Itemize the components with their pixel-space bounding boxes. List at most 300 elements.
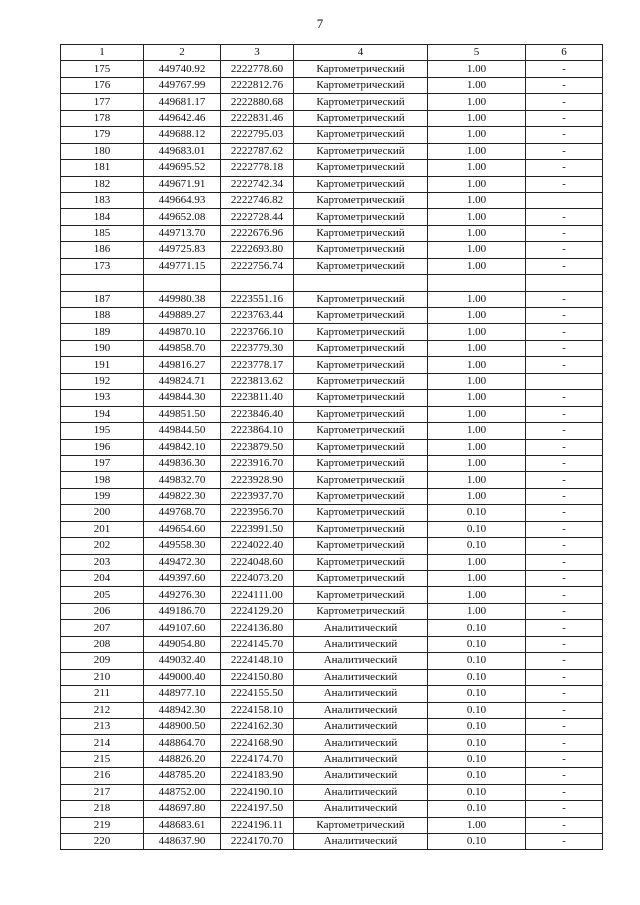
table-cell: 203 [61,554,144,570]
table-cell: Картометрический [294,143,428,159]
table-cell: 220 [61,834,144,850]
table-cell: 449107.60 [144,620,221,636]
table-row [61,192,603,208]
table-cell: 1.00 [428,291,526,307]
table-cell: Картометрический [294,291,428,307]
table-cell: 198 [61,472,144,488]
column-header: 2 [144,45,221,61]
table-cell: 0.10 [428,784,526,800]
table-cell: Аналитический [294,718,428,734]
table-row [61,554,603,570]
table-cell: - [526,324,603,340]
table-row [61,768,603,784]
table-cell: 2224196.11 [221,817,294,833]
table-row [61,160,603,176]
table-cell: 202 [61,538,144,554]
table-cell: Картометрический [294,554,428,570]
table-cell: 212 [61,702,144,718]
table-cell: 187 [61,291,144,307]
table-cell: 0.10 [428,636,526,652]
table-cell: 449725.83 [144,242,221,258]
table-cell: 2222778.60 [221,61,294,77]
table-cell: 448864.70 [144,735,221,751]
table-cell: 175 [61,61,144,77]
table-cell: 0.10 [428,718,526,734]
table-cell: 449858.70 [144,340,221,356]
table-cell: 449642.46 [144,110,221,126]
table-cell: 1.00 [428,406,526,422]
table-cell: - [526,423,603,439]
table-cell [526,373,603,389]
table-cell: Картометрический [294,406,428,422]
table-cell: 448977.10 [144,686,221,702]
table-header-row [61,45,603,61]
table-cell: 2222693.80 [221,242,294,258]
table-cell: 449767.99 [144,77,221,93]
table-cell: 1.00 [428,357,526,373]
table-cell: 1.00 [428,423,526,439]
table-cell: - [526,143,603,159]
table-row [61,77,603,93]
table-cell: 0.10 [428,505,526,521]
table-cell: 1.00 [428,472,526,488]
table-cell: Аналитический [294,636,428,652]
table-cell: 2224022.40 [221,538,294,554]
table-cell: 176 [61,77,144,93]
table-cell: Картометрический [294,340,428,356]
table-cell: Аналитический [294,784,428,800]
table-row [61,209,603,225]
column-header: 3 [221,45,294,61]
table-cell: 1.00 [428,242,526,258]
table-cell: 449654.60 [144,521,221,537]
table-cell [61,275,144,291]
table-cell [428,275,526,291]
table-row [61,439,603,455]
table-cell: 200 [61,505,144,521]
table-cell: 2223916.70 [221,455,294,471]
table-cell: 205 [61,587,144,603]
table-cell: 2224048.60 [221,554,294,570]
table-cell: - [526,291,603,307]
table-row [61,127,603,143]
table-cell: - [526,94,603,110]
table-cell: 448942.30 [144,702,221,718]
table-cell: 1.00 [428,94,526,110]
table-cell: 2224129.20 [221,603,294,619]
table-cell: - [526,735,603,751]
table-row [61,587,603,603]
table-cell: 204 [61,571,144,587]
table-cell: 2224111.00 [221,587,294,603]
table-cell: - [526,390,603,406]
table-row [61,390,603,406]
table-cell: 0.10 [428,768,526,784]
table-row [61,110,603,126]
table-cell: - [526,176,603,192]
table-cell: 0.10 [428,653,526,669]
table-cell: 1.00 [428,176,526,192]
table-cell: Картометрический [294,209,428,225]
table-cell: 449740.92 [144,61,221,77]
table-row [61,258,603,274]
page-number: 7 [316,16,324,31]
table-cell: 449713.70 [144,225,221,241]
table-cell [526,192,603,208]
table-cell: Аналитический [294,653,428,669]
table-cell: Картометрический [294,160,428,176]
table-cell: 213 [61,718,144,734]
table-cell: Картометрический [294,817,428,833]
table-cell: 191 [61,357,144,373]
table-cell: - [526,603,603,619]
table-cell: 448826.20 [144,751,221,767]
table-cell: 448785.20 [144,768,221,784]
table-cell: Картометрический [294,61,428,77]
table-cell: Картометрический [294,603,428,619]
table-row [61,603,603,619]
table-cell: Картометрический [294,127,428,143]
table-cell: 1.00 [428,258,526,274]
table-cell: 2224136.80 [221,620,294,636]
table-cell: 2224190.10 [221,784,294,800]
table-cell: - [526,225,603,241]
table-cell: 2223879.50 [221,439,294,455]
column-header: 6 [526,45,603,61]
table-cell: 201 [61,521,144,537]
table-cell: - [526,702,603,718]
table-cell: 2222812.76 [221,77,294,93]
table-cell: 215 [61,751,144,767]
table-cell: 2222795.03 [221,127,294,143]
table-cell: 186 [61,242,144,258]
table-cell: 449771.15 [144,258,221,274]
table-cell: - [526,686,603,702]
table-cell: 448637.90 [144,834,221,850]
table-cell: Картометрический [294,488,428,504]
table-cell: 181 [61,160,144,176]
table-cell: 180 [61,143,144,159]
table-cell: 2222728.44 [221,209,294,225]
table-cell: 0.10 [428,735,526,751]
table-cell: 0.10 [428,834,526,850]
table-row [61,735,603,751]
table-row [61,571,603,587]
table-cell: Картометрический [294,192,428,208]
table-cell: - [526,554,603,570]
table-cell: 2222756.74 [221,258,294,274]
table-cell: 179 [61,127,144,143]
table-cell: 2222742.34 [221,176,294,192]
table-cell: Картометрический [294,571,428,587]
table-cell: 2223778.17 [221,357,294,373]
table-cell: - [526,61,603,77]
table-cell: 2223811.40 [221,390,294,406]
table-cell: 449032.40 [144,653,221,669]
table-cell: 208 [61,636,144,652]
table-cell: 193 [61,390,144,406]
table-cell: 2224162.30 [221,718,294,734]
table-cell: 2223763.44 [221,308,294,324]
table-cell: 449652.08 [144,209,221,225]
table-cell: 2224158.10 [221,702,294,718]
table-cell: Аналитический [294,768,428,784]
table-cell: Картометрический [294,587,428,603]
table-row [61,357,603,373]
table-row [61,521,603,537]
table-cell: 199 [61,488,144,504]
table-cell: - [526,834,603,850]
table-cell: Картометрический [294,505,428,521]
table-cell: Картометрический [294,472,428,488]
table-cell: 195 [61,423,144,439]
table-cell: 449681.17 [144,94,221,110]
table-cell: 1.00 [428,488,526,504]
table-row [61,94,603,110]
table-cell: Картометрический [294,308,428,324]
table-cell: 2222880.68 [221,94,294,110]
table-cell: 448697.80 [144,801,221,817]
table-cell: 1.00 [428,603,526,619]
table-row [61,784,603,800]
table-cell: 449397.60 [144,571,221,587]
table-cell: 449980.38 [144,291,221,307]
table-cell: - [526,538,603,554]
table-cell: 182 [61,176,144,192]
table-row [61,505,603,521]
table-cell: 2223991.50 [221,521,294,537]
table-cell: 2223956.70 [221,505,294,521]
table-cell: 449822.30 [144,488,221,504]
table-cell: 0.10 [428,686,526,702]
table-cell: 178 [61,110,144,126]
table-cell: 2223864.10 [221,423,294,439]
table-cell: 1.00 [428,390,526,406]
table-cell: 216 [61,768,144,784]
table-cell: - [526,488,603,504]
table-cell: 2222676.96 [221,225,294,241]
table-cell: 2224183.90 [221,768,294,784]
table-cell: Аналитический [294,669,428,685]
table-cell: 189 [61,324,144,340]
table-row [61,817,603,833]
table-cell: 449768.70 [144,505,221,521]
table-cell: 1.00 [428,455,526,471]
table-cell: 449472.30 [144,554,221,570]
table-cell: 2223928.90 [221,472,294,488]
column-header: 1 [61,45,144,61]
table-cell: 214 [61,735,144,751]
table-row [61,143,603,159]
table-cell: - [526,718,603,734]
table-cell: - [526,521,603,537]
table-cell: 1.00 [428,110,526,126]
table-cell: - [526,571,603,587]
table-cell: 1.00 [428,225,526,241]
table-cell: 1.00 [428,77,526,93]
table-cell: 449836.30 [144,455,221,471]
table-cell: - [526,357,603,373]
table-cell [294,275,428,291]
table-cell: 2222746.82 [221,192,294,208]
table-cell: 0.10 [428,751,526,767]
table-cell: Картометрический [294,176,428,192]
table-cell: Картометрический [294,77,428,93]
table-cell: 449844.30 [144,390,221,406]
table-cell: Аналитический [294,686,428,702]
table-cell: 207 [61,620,144,636]
table-cell: 2223551.16 [221,291,294,307]
table-cell: 188 [61,308,144,324]
table-cell: 449851.50 [144,406,221,422]
table-cell: Картометрический [294,373,428,389]
table-row [61,801,603,817]
table-row [61,225,603,241]
table-cell: 449842.10 [144,439,221,455]
table-cell: Аналитический [294,751,428,767]
table-cell: 449844.50 [144,423,221,439]
table-cell: - [526,308,603,324]
table-cell: - [526,505,603,521]
table-cell: 0.10 [428,620,526,636]
table-cell: 185 [61,225,144,241]
table-row [61,472,603,488]
table-row [61,406,603,422]
table-cell: 449054.80 [144,636,221,652]
table-row [61,488,603,504]
table-cell: 449683.01 [144,143,221,159]
table-row [61,324,603,340]
table-cell: Картометрический [294,439,428,455]
table-cell: 197 [61,455,144,471]
table-cell: - [526,455,603,471]
table-cell: 190 [61,340,144,356]
table-row [61,308,603,324]
table-cell: 1.00 [428,308,526,324]
table-cell: 1.00 [428,587,526,603]
table-cell: 1.00 [428,192,526,208]
table-cell: 1.00 [428,554,526,570]
table-cell: 183 [61,192,144,208]
table-cell: 209 [61,653,144,669]
table-cell: - [526,620,603,636]
table-row [61,373,603,389]
table-cell: 1.00 [428,143,526,159]
table-cell: 2223846.40 [221,406,294,422]
table-cell: 2224073.20 [221,571,294,587]
table-row [61,751,603,767]
table-cell: 2224174.70 [221,751,294,767]
table-cell: 449000.40 [144,669,221,685]
table-cell: 0.10 [428,538,526,554]
table-cell: - [526,340,603,356]
table-cell: 1.00 [428,340,526,356]
table-row [61,538,603,554]
table-cell: - [526,110,603,126]
table-cell: 2223779.30 [221,340,294,356]
table-cell: - [526,801,603,817]
table-cell: - [526,784,603,800]
table-cell: - [526,258,603,274]
table-cell: Картометрический [294,94,428,110]
table-cell: - [526,242,603,258]
table-row [61,275,603,291]
table-cell: Картометрический [294,225,428,241]
table-cell: - [526,439,603,455]
table-cell: 0.10 [428,801,526,817]
table-cell: 449824.71 [144,373,221,389]
table-cell: 194 [61,406,144,422]
table-cell: 1.00 [428,324,526,340]
table-row [61,718,603,734]
table-cell: 2224155.50 [221,686,294,702]
table-row [61,291,603,307]
table-cell: Аналитический [294,801,428,817]
table-row [61,423,603,439]
table-row [61,61,603,77]
table-cell: 217 [61,784,144,800]
table-cell: Картометрический [294,455,428,471]
table-cell: 218 [61,801,144,817]
table-row [61,669,603,685]
table-cell: 2224150.80 [221,669,294,685]
table-body [61,61,603,850]
table-cell: 219 [61,817,144,833]
table-cell: - [526,209,603,225]
table-cell: 449558.30 [144,538,221,554]
table-cell: Картометрический [294,423,428,439]
table-cell: 0.10 [428,521,526,537]
table-row [61,455,603,471]
table-cell: 1.00 [428,373,526,389]
table-cell: 449816.27 [144,357,221,373]
table-cell: 173 [61,258,144,274]
table-row [61,653,603,669]
table-cell: - [526,817,603,833]
coordinates-table [60,44,603,850]
table-cell: - [526,587,603,603]
table-cell: - [526,127,603,143]
table-cell: 2223813.62 [221,373,294,389]
table-cell: Картометрический [294,324,428,340]
table-cell: 1.00 [428,439,526,455]
table-cell: 196 [61,439,144,455]
table-cell: 448683.61 [144,817,221,833]
table-cell: Аналитический [294,834,428,850]
table-cell: 448752.00 [144,784,221,800]
table-cell: 0.10 [428,702,526,718]
table-cell: - [526,636,603,652]
table-cell: Картометрический [294,242,428,258]
table-cell: 184 [61,209,144,225]
table-cell: - [526,472,603,488]
table-cell: 210 [61,669,144,685]
table-cell: - [526,160,603,176]
table-cell: 206 [61,603,144,619]
table-cell: 1.00 [428,817,526,833]
table-cell: Картометрический [294,258,428,274]
table-cell: 211 [61,686,144,702]
table-cell: - [526,653,603,669]
column-header: 5 [428,45,526,61]
table-cell: 449870.10 [144,324,221,340]
table-row [61,340,603,356]
table-cell: 2222831.46 [221,110,294,126]
table-cell: 2224168.90 [221,735,294,751]
table-cell: 448900.50 [144,718,221,734]
table-cell: 177 [61,94,144,110]
table-cell: Аналитический [294,702,428,718]
